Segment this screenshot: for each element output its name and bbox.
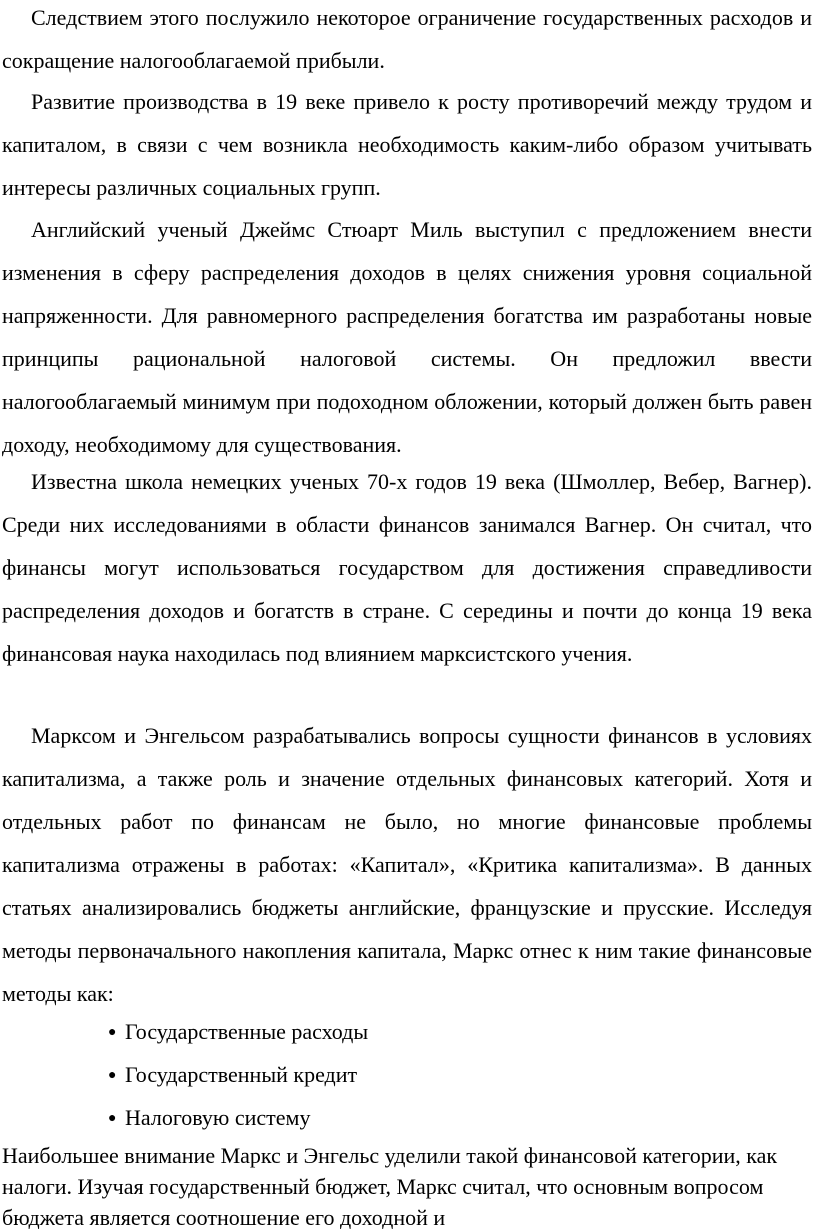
bullet-icon: ● bbox=[108, 1111, 117, 1126]
list-item bbox=[0, 1053, 816, 1096]
list-item-text: Государственный кредит bbox=[125, 1062, 358, 1087]
paragraph-2: Развитие производства в 19 веке привело к росту противоречий между трудом и капиталом, в связи с чем возникла необходимость каким-либо образом учитывать интересы различных социальных групп. bbox=[2, 89, 812, 200]
list-item-text: Государственные расходы bbox=[125, 1019, 369, 1044]
paragraph-5: Марксом и Энгельсом разрабатывались вопросы сущности финансов в условиях капитализма, а также роль и значение отдельных финансовых категорий. Хотя и отдельных работ по финансам не было, но многие финансовые проблемы капитализма отражены в работах: «Капитал», «Критика капитализма». В данных статьях анализировались бюджеты английские, французские и прусские. Исследуя методы первоначального накопления капитала, Маркс отнес к ним такие финансовые методы как: bbox=[2, 723, 812, 1006]
bullet-icon: ● bbox=[108, 1025, 117, 1040]
paragraph-4: Известна школа немецких ученых 70-х годов 19 века (Шмоллер, Вебер, Вагнер). Среди них исследованиями в области финансов занимался Вагнер. Он считал, что финансы могут использоваться государством для достижения справедливости распределения доходов и богатств в стране. С середины и почти до конца 19 века финансовая наука находилась под влиянием марксистского учения. bbox=[2, 469, 812, 666]
list-item-text: Налоговую систему bbox=[125, 1105, 311, 1130]
list-item bbox=[0, 1010, 816, 1053]
paragraph-3: Английский ученый Джеймс Стюарт Миль выступил с предложением внести изменения в сферу распределения доходов в целях снижения уровня социальной напряженности. Для равномерного распределения богатства им разработаны новые принципы рациональной налоговой системы. Он предложил ввести налогооблагаемый минимум при подоходном обложении, который должен быть равен доходу, необходимому для существования. bbox=[2, 217, 812, 457]
paragraph-1: Следствием этого послужило некоторое ограничение государственных расходов и сокращение налогооблагаемой прибыли. bbox=[2, 5, 812, 73]
bullet-list bbox=[0, 1010, 816, 1139]
bullet-icon: ● bbox=[108, 1068, 117, 1083]
final-paragraph: Наибольшее внимание Маркс и Энгельс уделили такой финансовой категории, как налоги. Изучая государственный бюджет, Маркс считал, что основным вопросом бюджета является соотношение его доходной и bbox=[2, 1143, 778, 1229]
list-item bbox=[0, 1096, 816, 1139]
